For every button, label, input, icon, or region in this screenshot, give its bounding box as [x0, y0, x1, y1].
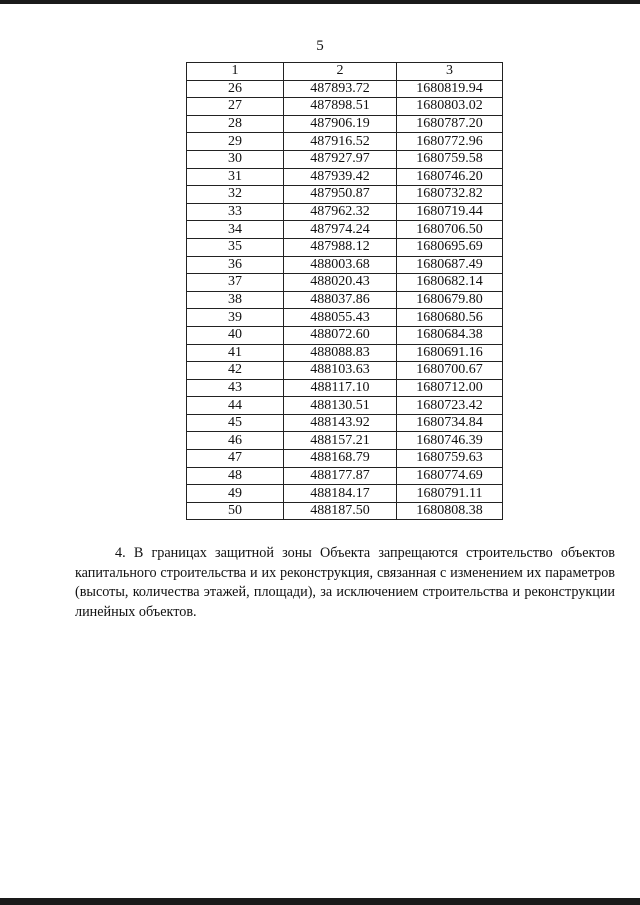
point-number-cell: 34	[187, 221, 284, 239]
column-header: 3	[397, 63, 503, 81]
y-coordinate-cell: 1680759.63	[397, 450, 503, 468]
point-number-cell: 48	[187, 467, 284, 485]
page-number: 5	[316, 38, 324, 54]
table-row	[187, 432, 503, 450]
x-coordinate-cell: 488103.63	[284, 362, 397, 380]
y-coordinate-cell: 1680772.96	[397, 133, 503, 151]
x-coordinate-cell: 487950.87	[284, 186, 397, 204]
table-row	[187, 168, 503, 186]
x-coordinate-cell: 488055.43	[284, 309, 397, 327]
point-number-cell: 31	[187, 168, 284, 186]
point-number-cell: 43	[187, 379, 284, 397]
y-coordinate-cell: 1680682.14	[397, 274, 503, 292]
table-row	[187, 502, 503, 520]
point-number-cell: 44	[187, 397, 284, 415]
point-number-cell: 47	[187, 450, 284, 468]
x-coordinate-cell: 488177.87	[284, 467, 397, 485]
y-coordinate-cell: 1680691.16	[397, 344, 503, 362]
x-coordinate-cell: 487898.51	[284, 98, 397, 116]
x-coordinate-cell: 487939.42	[284, 168, 397, 186]
x-coordinate-cell: 488143.92	[284, 414, 397, 432]
table-row	[187, 80, 503, 98]
y-coordinate-cell: 1680719.44	[397, 203, 503, 221]
table-row	[187, 326, 503, 344]
point-number-cell: 26	[187, 80, 284, 98]
table-row	[187, 133, 503, 151]
table-row	[187, 98, 503, 116]
paragraph-protected-zone-rule: 4. В границах защитной зоны Объекта запрещаются строительство объектов капитального строительства и их реконструкция, связанная с изменением их параметров (высоты, количества этажей, площади), за исключением строительства и реконструкции линейных объектов.	[75, 545, 615, 620]
x-coordinate-cell: 488130.51	[284, 397, 397, 415]
y-coordinate-cell: 1680803.02	[397, 98, 503, 116]
y-coordinate-cell: 1680723.42	[397, 397, 503, 415]
table-row	[187, 221, 503, 239]
y-coordinate-cell: 1680695.69	[397, 238, 503, 256]
table-row	[187, 362, 503, 380]
y-coordinate-cell: 1680706.50	[397, 221, 503, 239]
scan-border-top	[0, 0, 640, 4]
table-row	[187, 450, 503, 468]
point-number-cell: 42	[187, 362, 284, 380]
y-coordinate-cell: 1680808.38	[397, 502, 503, 520]
x-coordinate-cell: 487893.72	[284, 80, 397, 98]
y-coordinate-cell: 1680712.00	[397, 379, 503, 397]
point-number-cell: 39	[187, 309, 284, 327]
y-coordinate-cell: 1680746.20	[397, 168, 503, 186]
point-number-cell: 46	[187, 432, 284, 450]
y-coordinate-cell: 1680680.56	[397, 309, 503, 327]
x-coordinate-cell: 487974.24	[284, 221, 397, 239]
x-coordinate-cell: 488037.86	[284, 291, 397, 309]
point-number-cell: 41	[187, 344, 284, 362]
point-number-cell: 37	[187, 274, 284, 292]
point-number-cell: 38	[187, 291, 284, 309]
table-row	[187, 238, 503, 256]
y-coordinate-cell: 1680684.38	[397, 326, 503, 344]
point-number-cell: 32	[187, 186, 284, 204]
table-row	[187, 414, 503, 432]
x-coordinate-cell: 488088.83	[284, 344, 397, 362]
y-coordinate-cell: 1680679.80	[397, 291, 503, 309]
table-row	[187, 309, 503, 327]
x-coordinate-cell: 487916.52	[284, 133, 397, 151]
point-number-cell: 50	[187, 502, 284, 520]
coordinates-table	[186, 62, 503, 520]
table-row	[187, 256, 503, 274]
table-row	[187, 150, 503, 168]
point-number-cell: 36	[187, 256, 284, 274]
y-coordinate-cell: 1680734.84	[397, 414, 503, 432]
table-row	[187, 344, 503, 362]
table-row	[187, 379, 503, 397]
x-coordinate-cell: 487927.97	[284, 150, 397, 168]
scan-border-bottom	[0, 898, 640, 905]
table-header-row	[187, 63, 503, 81]
table-row	[187, 186, 503, 204]
x-coordinate-cell: 488117.10	[284, 379, 397, 397]
point-number-cell: 40	[187, 326, 284, 344]
y-coordinate-cell: 1680700.67	[397, 362, 503, 380]
y-coordinate-cell: 1680746.39	[397, 432, 503, 450]
x-coordinate-cell: 488184.17	[284, 485, 397, 503]
table-row	[187, 485, 503, 503]
point-number-cell: 27	[187, 98, 284, 116]
table-row	[187, 291, 503, 309]
y-coordinate-cell: 1680787.20	[397, 115, 503, 133]
y-coordinate-cell: 1680819.94	[397, 80, 503, 98]
point-number-cell: 30	[187, 150, 284, 168]
point-number-cell: 33	[187, 203, 284, 221]
x-coordinate-cell: 487962.32	[284, 203, 397, 221]
x-coordinate-cell: 487906.19	[284, 115, 397, 133]
point-number-cell: 49	[187, 485, 284, 503]
column-header: 2	[284, 63, 397, 81]
table-row	[187, 467, 503, 485]
y-coordinate-cell: 1680774.69	[397, 467, 503, 485]
x-coordinate-cell: 488003.68	[284, 256, 397, 274]
table-row	[187, 203, 503, 221]
y-coordinate-cell: 1680791.11	[397, 485, 503, 503]
x-coordinate-cell: 488020.43	[284, 274, 397, 292]
table-row	[187, 115, 503, 133]
point-number-cell: 28	[187, 115, 284, 133]
table-row	[187, 397, 503, 415]
x-coordinate-cell: 488157.21	[284, 432, 397, 450]
point-number-cell: 45	[187, 414, 284, 432]
point-number-cell: 29	[187, 133, 284, 151]
x-coordinate-cell: 488168.79	[284, 450, 397, 468]
column-header: 1	[187, 63, 284, 81]
x-coordinate-cell: 488072.60	[284, 326, 397, 344]
x-coordinate-cell: 487988.12	[284, 238, 397, 256]
table-body	[187, 80, 503, 520]
y-coordinate-cell: 1680759.58	[397, 150, 503, 168]
table-row	[187, 274, 503, 292]
point-number-cell: 35	[187, 238, 284, 256]
y-coordinate-cell: 1680732.82	[397, 186, 503, 204]
y-coordinate-cell: 1680687.49	[397, 256, 503, 274]
x-coordinate-cell: 488187.50	[284, 502, 397, 520]
